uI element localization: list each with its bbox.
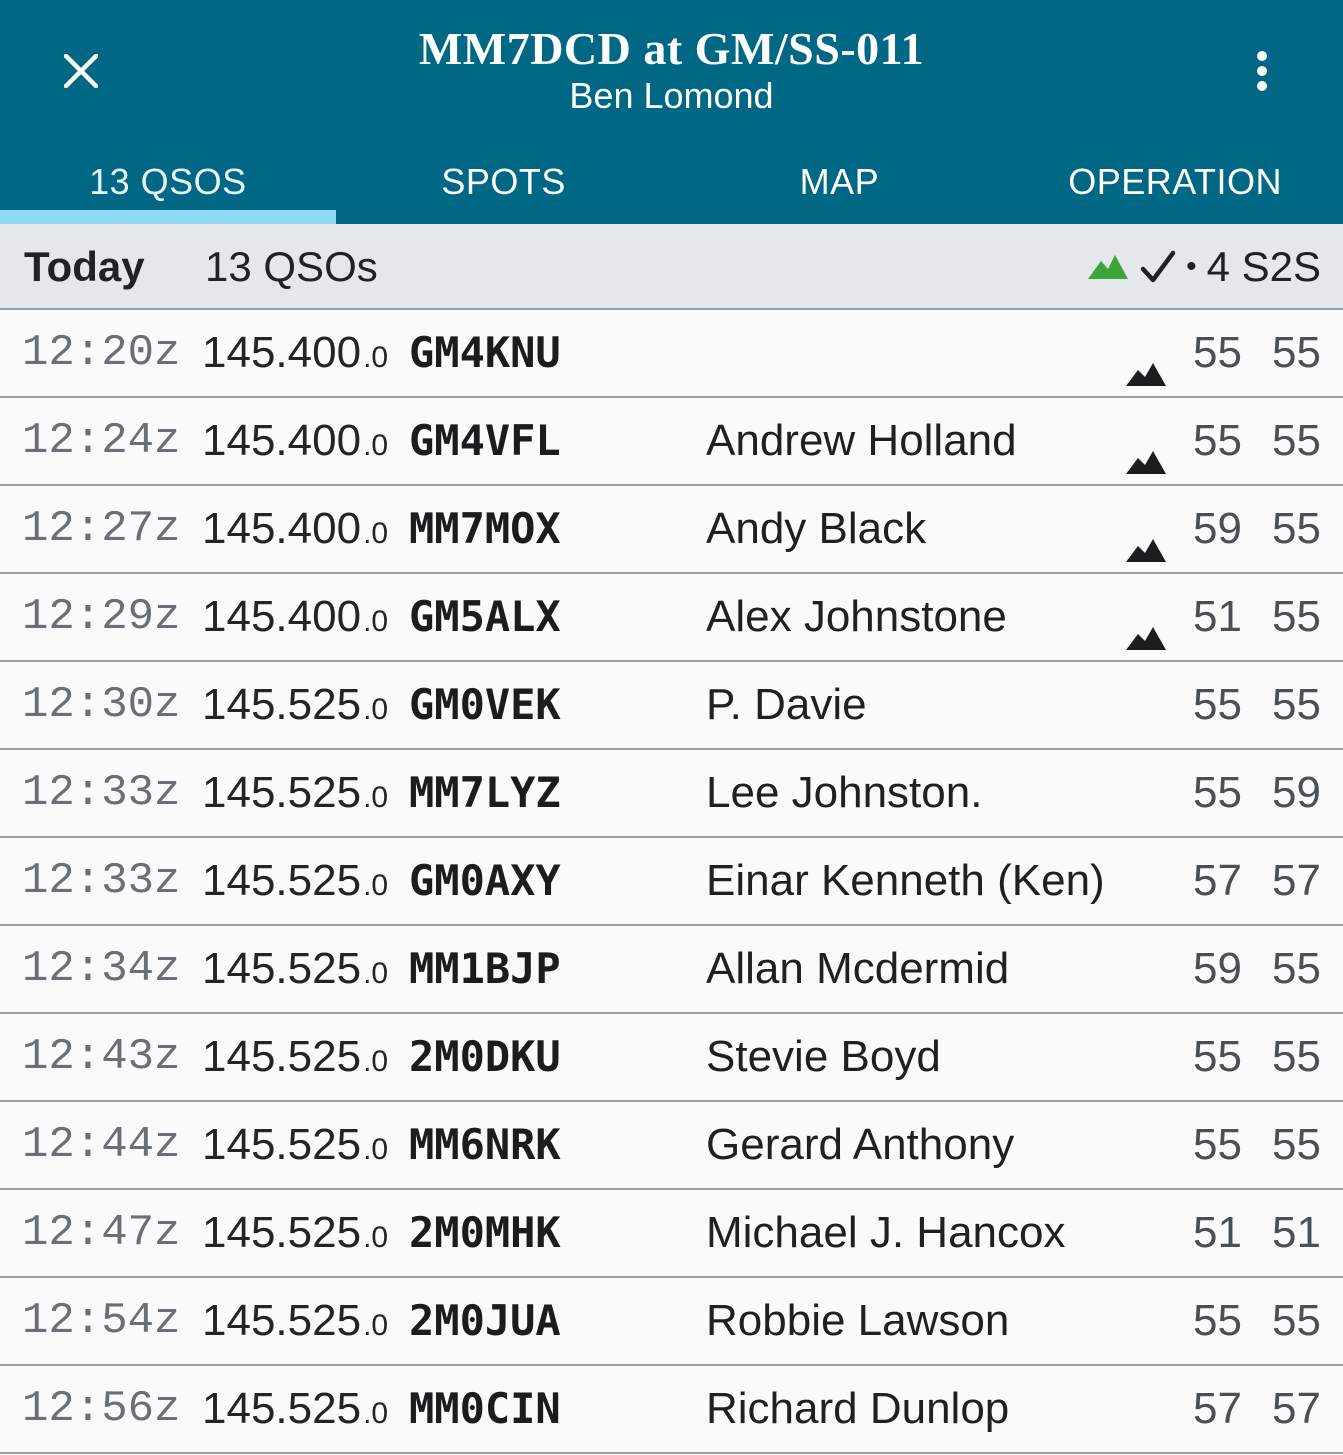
summit-icon [1126, 517, 1166, 543]
qso-frequency [202, 1278, 388, 1369]
qso-frequency-sub: .0 [363, 1221, 389, 1254]
qso-rst-received: 59 [1272, 768, 1321, 817]
qso-operator-name: Einar Kenneth (Ken) [706, 856, 1105, 905]
qso-callsign: 2M0JUA [409, 1296, 561, 1345]
qso-frequency [202, 398, 388, 489]
qso-frequency-main: 145.525 [202, 856, 362, 905]
separator-dot: • [1186, 250, 1197, 283]
qso-rst-received: 55 [1272, 944, 1321, 993]
qso-operator-name: Andy Black [706, 504, 927, 553]
qso-frequency-main: 145.400 [202, 328, 362, 377]
day-summary-header [0, 224, 1343, 310]
qso-row[interactable] [0, 926, 1343, 1014]
qso-row[interactable] [0, 750, 1343, 838]
qso-row[interactable] [0, 1190, 1343, 1278]
qso-row[interactable] [0, 662, 1343, 750]
qso-row[interactable] [0, 398, 1343, 486]
page-title: MM7DCD at GM/SS-011 [418, 23, 925, 74]
close-icon [64, 54, 98, 88]
qso-rst-received: 55 [1272, 1120, 1321, 1169]
qso-row[interactable] [0, 1102, 1343, 1190]
qso-time: 12:44z [22, 1120, 181, 1170]
tab-label: MAP [799, 161, 880, 202]
qso-frequency-main: 145.525 [202, 1120, 362, 1169]
qso-frequency-main: 145.525 [202, 1208, 362, 1257]
qso-rst-sent: 51 [1193, 1208, 1242, 1257]
qso-callsign: MM1BJP [409, 944, 561, 993]
qso-frequency-main: 145.400 [202, 416, 362, 465]
qso-frequency-main: 145.525 [202, 1296, 362, 1345]
qso-frequency-sub: .0 [363, 1045, 389, 1078]
qso-time: 12:33z [22, 768, 181, 818]
title-block [200, 22, 1143, 116]
qso-frequency-sub: .0 [363, 429, 389, 462]
qso-frequency-main: 145.525 [202, 1384, 362, 1433]
qso-row[interactable] [0, 574, 1343, 662]
qso-rst-received: 57 [1272, 856, 1321, 905]
qso-rst-received: 55 [1272, 504, 1321, 553]
qso-time: 12:34z [22, 944, 181, 994]
qso-callsign: GM4KNU [409, 328, 561, 377]
qso-callsign: GM5ALX [409, 592, 561, 641]
qso-frequency-sub: .0 [363, 1133, 389, 1166]
qso-frequency [202, 838, 388, 929]
tab-label: 13 QSOS [89, 161, 247, 202]
qso-operator-name: Lee Johnston. [706, 768, 983, 817]
qso-operator-name: Allan Mcdermid [706, 944, 1010, 993]
qso-frequency [202, 1102, 388, 1193]
qso-rst-received: 55 [1272, 1032, 1321, 1081]
qso-operator-name: Stevie Boyd [706, 1032, 941, 1081]
more-vert-icon [1256, 51, 1268, 91]
qso-row[interactable] [0, 310, 1343, 398]
page-subtitle: Ben Lomond [569, 75, 774, 116]
qso-time: 12:56z [22, 1384, 181, 1434]
qso-frequency-main: 145.525 [202, 768, 362, 817]
qso-frequency-sub: .0 [363, 869, 389, 902]
qso-rst-sent: 59 [1193, 944, 1242, 993]
qso-callsign: 2M0MHK [409, 1208, 561, 1257]
qso-row[interactable] [0, 838, 1343, 926]
qso-rst-received: 55 [1272, 328, 1321, 377]
qso-frequency-main: 145.525 [202, 944, 362, 993]
tab-bar [0, 140, 1343, 224]
qso-rst-sent: 55 [1193, 416, 1242, 465]
qso-frequency-main: 145.525 [202, 1032, 362, 1081]
qso-callsign: MM7MOX [409, 504, 561, 553]
qso-rst-received: 55 [1272, 592, 1321, 641]
tab-qsos[interactable] [0, 140, 336, 224]
qso-rst-sent: 55 [1193, 680, 1242, 729]
tab-map[interactable] [672, 140, 1008, 224]
qso-frequency-main: 145.525 [202, 680, 362, 729]
qso-callsign: MM6NRK [409, 1120, 561, 1169]
qso-callsign: GM4VFL [409, 416, 561, 465]
qso-frequency [202, 486, 388, 577]
qso-operator-name: Michael J. Hancox [706, 1208, 1066, 1257]
summary-day: Today [24, 243, 145, 290]
qso-rst-sent: 55 [1193, 768, 1242, 817]
summit-icon [1126, 429, 1166, 455]
summit-icon [1088, 253, 1128, 281]
tab-spots[interactable] [336, 140, 672, 224]
qso-rst-received: 55 [1272, 680, 1321, 729]
qso-frequency-sub: .0 [363, 957, 389, 990]
qso-list [0, 310, 1343, 1454]
qso-frequency-sub: .0 [363, 781, 389, 814]
app-bar [0, 0, 1343, 224]
summary-s2s-count: 4 S2S [1206, 243, 1321, 290]
qso-rst-received: 51 [1272, 1208, 1321, 1257]
qso-rst-sent: 55 [1193, 1032, 1242, 1081]
summary-qso-count: 13 QSOs [205, 243, 378, 290]
qso-frequency-sub: .0 [363, 605, 389, 638]
qso-operator-name: Gerard Anthony [706, 1120, 1015, 1169]
qso-rst-sent: 51 [1193, 592, 1242, 641]
qso-rst-received: 57 [1272, 1384, 1321, 1433]
qso-time: 12:47z [22, 1208, 181, 1258]
qso-rst-sent: 55 [1193, 1296, 1242, 1345]
qso-time: 12:33z [22, 856, 181, 906]
qso-operator-name: Richard Dunlop [706, 1384, 1010, 1433]
qso-frequency [202, 574, 388, 665]
qso-row[interactable] [0, 1014, 1343, 1102]
qso-operator-name: P. Davie [706, 680, 867, 729]
qso-rst-sent: 55 [1193, 1120, 1242, 1169]
active-tab-indicator [0, 210, 336, 224]
qso-frequency-sub: .0 [363, 341, 389, 374]
qso-callsign: MM0CIN [409, 1384, 561, 1433]
qso-row[interactable] [0, 1366, 1343, 1454]
qso-frequency [202, 310, 388, 401]
qso-rst-sent: 57 [1193, 856, 1242, 905]
qso-row[interactable] [0, 1278, 1343, 1366]
qso-frequency [202, 926, 388, 1017]
qso-time: 12:29z [22, 592, 181, 642]
summit-icon [1126, 341, 1166, 367]
qso-time: 12:27z [22, 504, 181, 554]
checkmark-icon [1140, 249, 1176, 285]
qso-callsign: GM0VEK [409, 680, 561, 729]
tab-label: SPOTS [441, 161, 566, 202]
qso-operator-name: Robbie Lawson [706, 1296, 1010, 1345]
summit-icon [1126, 605, 1166, 631]
qso-time: 12:54z [22, 1296, 181, 1346]
qso-frequency-sub: .0 [363, 693, 389, 726]
overflow-menu-button[interactable] [1238, 42, 1286, 100]
qso-frequency-main: 145.400 [202, 504, 362, 553]
qso-operator-name: Andrew Holland [706, 416, 1017, 465]
tab-label: OPERATION [1068, 161, 1283, 202]
qso-time: 12:20z [22, 328, 181, 378]
qso-frequency-sub: .0 [363, 517, 389, 550]
tab-operation[interactable] [1007, 140, 1343, 224]
qso-time: 12:24z [22, 416, 181, 466]
qso-frequency-sub: .0 [363, 1309, 389, 1342]
qso-frequency [202, 1190, 388, 1281]
qso-rst-received: 55 [1272, 1296, 1321, 1345]
qso-time: 12:43z [22, 1032, 181, 1082]
qso-callsign: 2M0DKU [409, 1032, 561, 1081]
qso-time: 12:30z [22, 680, 181, 730]
qso-callsign: GM0AXY [409, 856, 561, 905]
qso-frequency-sub: .0 [363, 1397, 389, 1430]
qso-row[interactable] [0, 486, 1343, 574]
qso-callsign: MM7LYZ [409, 768, 561, 817]
summary-s2s [1088, 224, 1321, 310]
qso-frequency [202, 1366, 388, 1455]
qso-operator-name: Alex Johnstone [706, 592, 1007, 641]
qso-frequency-main: 145.400 [202, 592, 362, 641]
qso-frequency [202, 1014, 388, 1105]
close-button[interactable] [52, 42, 110, 100]
qso-frequency [202, 750, 388, 841]
qso-rst-received: 55 [1272, 416, 1321, 465]
qso-rst-sent: 55 [1193, 328, 1242, 377]
qso-rst-sent: 59 [1193, 504, 1242, 553]
qso-frequency [202, 662, 388, 753]
qso-rst-sent: 57 [1193, 1384, 1242, 1433]
